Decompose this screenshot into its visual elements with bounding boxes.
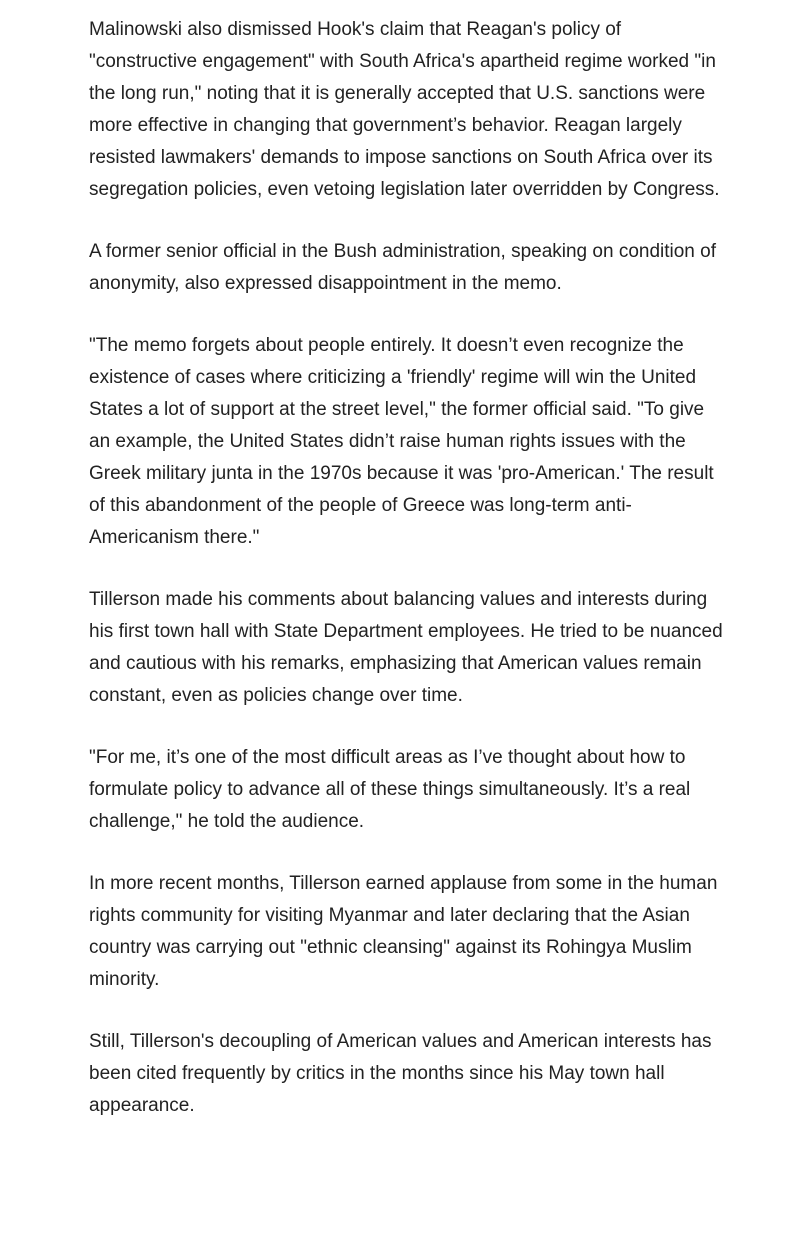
article-paragraph: Malinowski also dismissed Hook's claim that Reagan's policy of "constructive engagement" with South Africa's apartheid regime worked "in the long run," noting that it is generally accepted that U.S. sanctions were more effective in changing that government’s behavior. Reagan largely resisted lawmakers' demands to impose sanctions on South Africa over its segregation policies, even vetoing legislation later overridden by Congress. [89,19,720,200]
article-paragraph: "The memo forgets about people entirely. It doesn’t even recognize the existence of cases where criticizing a 'friendly' regime will win the United States a lot of support at the street level," the former official said. "To give an example, the United States didn’t raise human rights issues with the Greek military junta in the 1970s because it was 'pro-American.' The result of this abandonment of the people of Greece was long-term anti-Americanism there." [89,335,714,548]
article-paragraph: "For me, it’s one of the most difficult areas as I’ve thought about how to formulate policy to advance all of these things simultaneously. It’s a real challenge," he told the audience. [89,747,691,832]
article-paragraph: In more recent months, Tillerson earned applause from some in the human rights community for visiting Myanmar and later declaring that the Asian country was carrying out "ethnic cleansing" against its Rohingya Muslim minority. [89,873,718,990]
article-paragraph: A former senior official in the Bush administration, speaking on condition of anonymity, also expressed disappointment in the memo. [89,241,716,294]
article-paragraph: Tillerson made his comments about balancing values and interests during his first town hall with State Department employees. He tried to be nuanced and cautious with his remarks, emphasizing that American values remain constant, even as policies change over time. [89,589,723,706]
article-body [89,14,729,1122]
article-paragraph: Still, Tillerson's decoupling of American values and American interests has been cited frequently by critics in the months since his May town hall appearance. [89,1031,712,1116]
